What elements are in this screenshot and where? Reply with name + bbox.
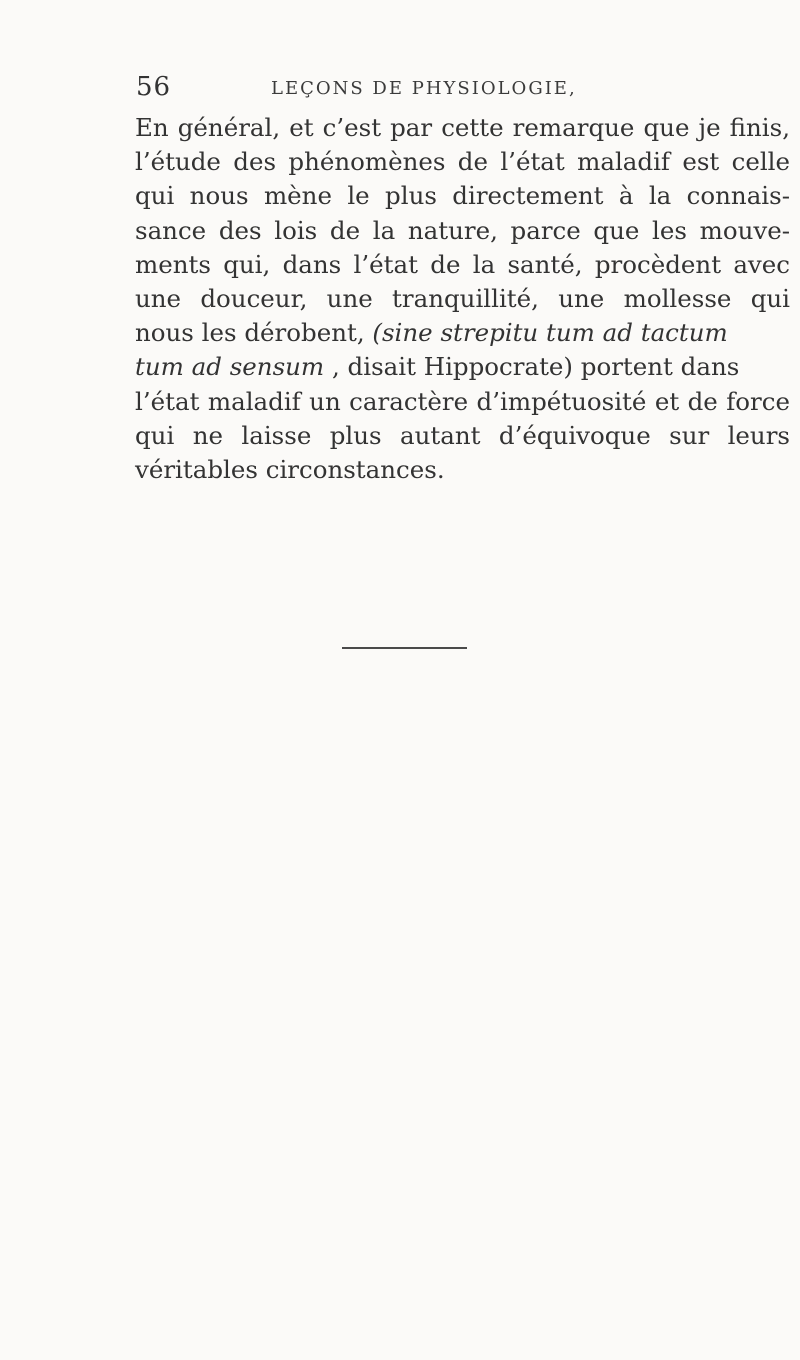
text-line: l’état maladif un caractère d’impétuosité et de force [135, 386, 790, 416]
body-paragraph [135, 111, 790, 487]
text-segment: nous les dérobent, [135, 318, 373, 348]
text-line: l’étude des phénomènes de l’état maladif est celle [135, 147, 790, 177]
text-line: qui ne laisse plus autant d’équivoque sur leurs [135, 420, 790, 450]
text-line: ments qui, dans l’état de la santé, procèdent avec [135, 249, 790, 279]
section-divider [342, 647, 467, 649]
text-line: sance des lois de la nature, parce que les mouve- [135, 215, 790, 245]
text-line: En général, et c’est par cette remarque que je finis, [135, 113, 790, 142]
latin-quote: tum ad sensum [135, 352, 325, 382]
latin-quote: (sine strepitu tum ad tactum [372, 318, 728, 348]
page-number: 56 [136, 72, 172, 102]
running-title: LEÇONS DE PHYSIOLOGIE, [271, 78, 577, 99]
text-segment: , disait Hippocrate) portent dans [331, 352, 740, 382]
page-header [136, 72, 656, 112]
text-line: une douceur, une tranquillité, une mollesse qui [135, 284, 790, 314]
text-line: qui nous mène le plus directement à la connais- [135, 181, 790, 211]
text-line: véritables circonstances. [135, 455, 445, 485]
text-line [135, 350, 790, 384]
text-line [135, 316, 790, 350]
